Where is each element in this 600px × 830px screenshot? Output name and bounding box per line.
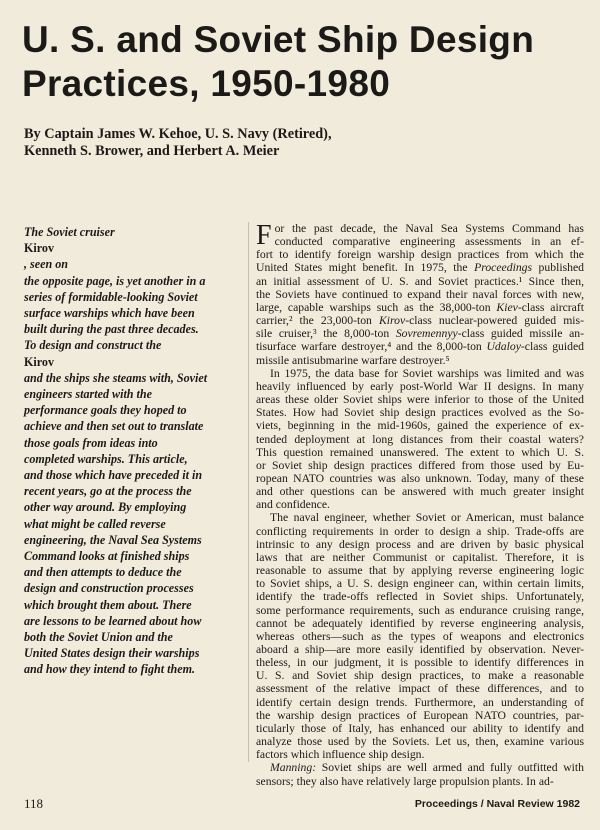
byline-line-2: Kenneth S. Brower, and Herbert A. Meier [24,143,280,159]
body-line: the warship design practices of European NATO countries, par- [256,708,584,722]
body-line: to Soviet ships, a U. S. design engineer can, within certain limits, [256,577,584,591]
intro-line: what might be called reverse [24,516,166,531]
intro-line: and how they intend to fight them. [24,662,196,677]
intro-line: built during the past three decades. [24,322,199,337]
intro-line: other way around. By employing [24,500,187,515]
body-line: cannot be adequately identified by reverse engineering analysis, [256,616,584,630]
intro-line: those goals from ideas into [24,435,158,450]
intro-line: Command looks at finished ships [24,549,190,564]
column-divider [248,222,249,762]
body-line: United States might benefit. In 1975, the Proceedings published [256,261,584,275]
body-line: tisurface warfare destroyer,⁴ and the 8,000-ton Udaloy-class guided [256,340,585,354]
body-line: and confidence. [256,498,330,512]
body-line: States. How had Soviet ship design practices evolved as the So- [256,406,584,420]
intro-line: achieve and then set out to translate [24,419,204,434]
article-title [22,18,582,106]
body-paragraph-1 [256,222,584,367]
intro-line: United States design their warships [24,646,200,661]
body-paragraph-3 [256,511,584,761]
body-line: ropean NATO countries was also unknown. Today, many of these [256,471,584,485]
intro-line: and then attempts to deduce the [24,565,182,580]
body-line: whereas others—such as the types of weapons and electronics [256,629,584,643]
body-line: some performance requirements, such as endurance cruising range, [256,603,584,617]
body-line: viets, beginning in the mid-1960s, gained the experience of ex- [256,419,584,433]
body-line: U. S. and Soviet ship design practices, to make a reasonable [256,669,584,683]
title-line-1: U. S. and Soviet Ship Design [22,19,535,60]
drop-cap: F [256,220,272,251]
intro-line: which brought them about. There [24,597,192,612]
journal-footer: Proceedings / Naval Review 1982 [414,798,580,810]
body-line: This question remained unanswered. The extent to which U. S. [256,445,584,459]
body-line: fort to identify foreign warship design practices from which the [256,248,584,262]
intro-line: series of formidable-looking Soviet [24,289,198,304]
body-line: tended deployment at long distances from their coastal waters? [256,432,584,446]
body-line: theless, in our judgment, it is possible to identify differences in [256,656,584,670]
author-byline [24,126,584,160]
intro-line: engineers started with the [24,387,153,402]
body-line: identify the trade-offs reflected in Soviet ships. Unfortunately, [256,590,584,604]
body-line: sensors; they also have relatively large propulsion plants. In ad- [256,774,554,788]
byline-line-1: By Captain James W. Kehoe, U. S. Navy (Retired), [24,126,332,142]
intro-line: both the Soviet Union and the [24,630,173,645]
intro-line: engineering, the Naval Sea Systems [24,532,202,547]
intro-line: are lessons to be learned about how [24,613,202,628]
body-line: factors which influence ship design. [256,748,425,762]
intro-line: surface warships which have been [24,306,195,321]
intro-line: completed warships. This article, [24,451,188,466]
body-line: identify certain design trends. Furthermore, an understanding of [256,695,584,709]
body-line: conflicting requirements in order to design a ship. Trade-offs are [256,524,584,538]
intro-line: the opposite page, is yet another in a [24,273,206,288]
body-line: areas these older Soviet ships were inferior to those of the United [256,393,584,407]
body-line: The naval engineer, whether Soviet or American, must balance [270,511,584,525]
intro-line: and the ships she steams with, Soviet [24,370,208,385]
body-line: aboard a ship—are more easily identified by observation. Never- [256,643,584,656]
intro-line: To design and construct the Kirov [24,338,162,369]
body-line: assessment of the relative impact of these differences, and to [256,682,584,696]
intro-blurb [24,224,246,678]
title-line-2: Practices, 1950-1980 [22,63,391,104]
body-line: missile antisubmarine warfare destroyer.⁵ [256,353,450,367]
page-number: 118 [24,796,44,811]
body-line: In 1975, the data base for Soviet warships was limited and was [270,366,584,380]
body-line: the Soviets have continued to expand their naval forces with new, [256,287,584,301]
body-line: intrinsic to any design process and are driven by basic physical [256,537,584,551]
body-line: reasonable to assume that by applying reverse engineering logic [256,564,584,578]
body-line: and other questions can be answered with much greater insight [256,485,584,499]
body-line: or the past decade, the Naval Sea Systems Command has [274,222,584,235]
body-line: carrier,² the 23,000-ton Kirov-class nuclear-powered guided mis- [256,314,584,328]
intro-line: design and construction processes [24,581,194,596]
body-line: ticularly those of Italy, has enhanced our ability to identify and [256,721,584,735]
intro-line: performance goals they hoped to [24,403,187,418]
body-line: sile cruiser,³ the 8,000-ton Sovremennyy-class guided missile an- [256,327,584,341]
intro-line: and those which have preceded it in [24,468,203,483]
intro-line: The Soviet cruiser Kirov , seen on [24,225,115,272]
body-paragraph-2 [256,367,584,512]
body-line: or Soviet ship design practices differed from those used by Eu- [256,458,584,472]
body-line: conducted comparative engineering assessments in an ef- [274,235,584,249]
body-paragraph-4 [256,761,584,787]
body-line: analyze those used by the Soviets. Let us, then, examine various [256,735,584,749]
body-line: heavily influenced by early post-World War II designs. In many [256,379,584,393]
body-line: laws that are neither Communist or capitalist. Therefore, it is [256,550,584,564]
body-line: an initial assessment of U. S. and Soviet practices.¹ Since then, [256,274,584,288]
body-line: Manning: Soviet ships are well armed and fully outfitted with [270,761,584,775]
article-body [256,222,584,788]
intro-line: recent years, go at the process the [24,484,192,499]
body-line: large, capable warships such as the 38,000-ton Kiev-class aircraft [256,300,585,314]
